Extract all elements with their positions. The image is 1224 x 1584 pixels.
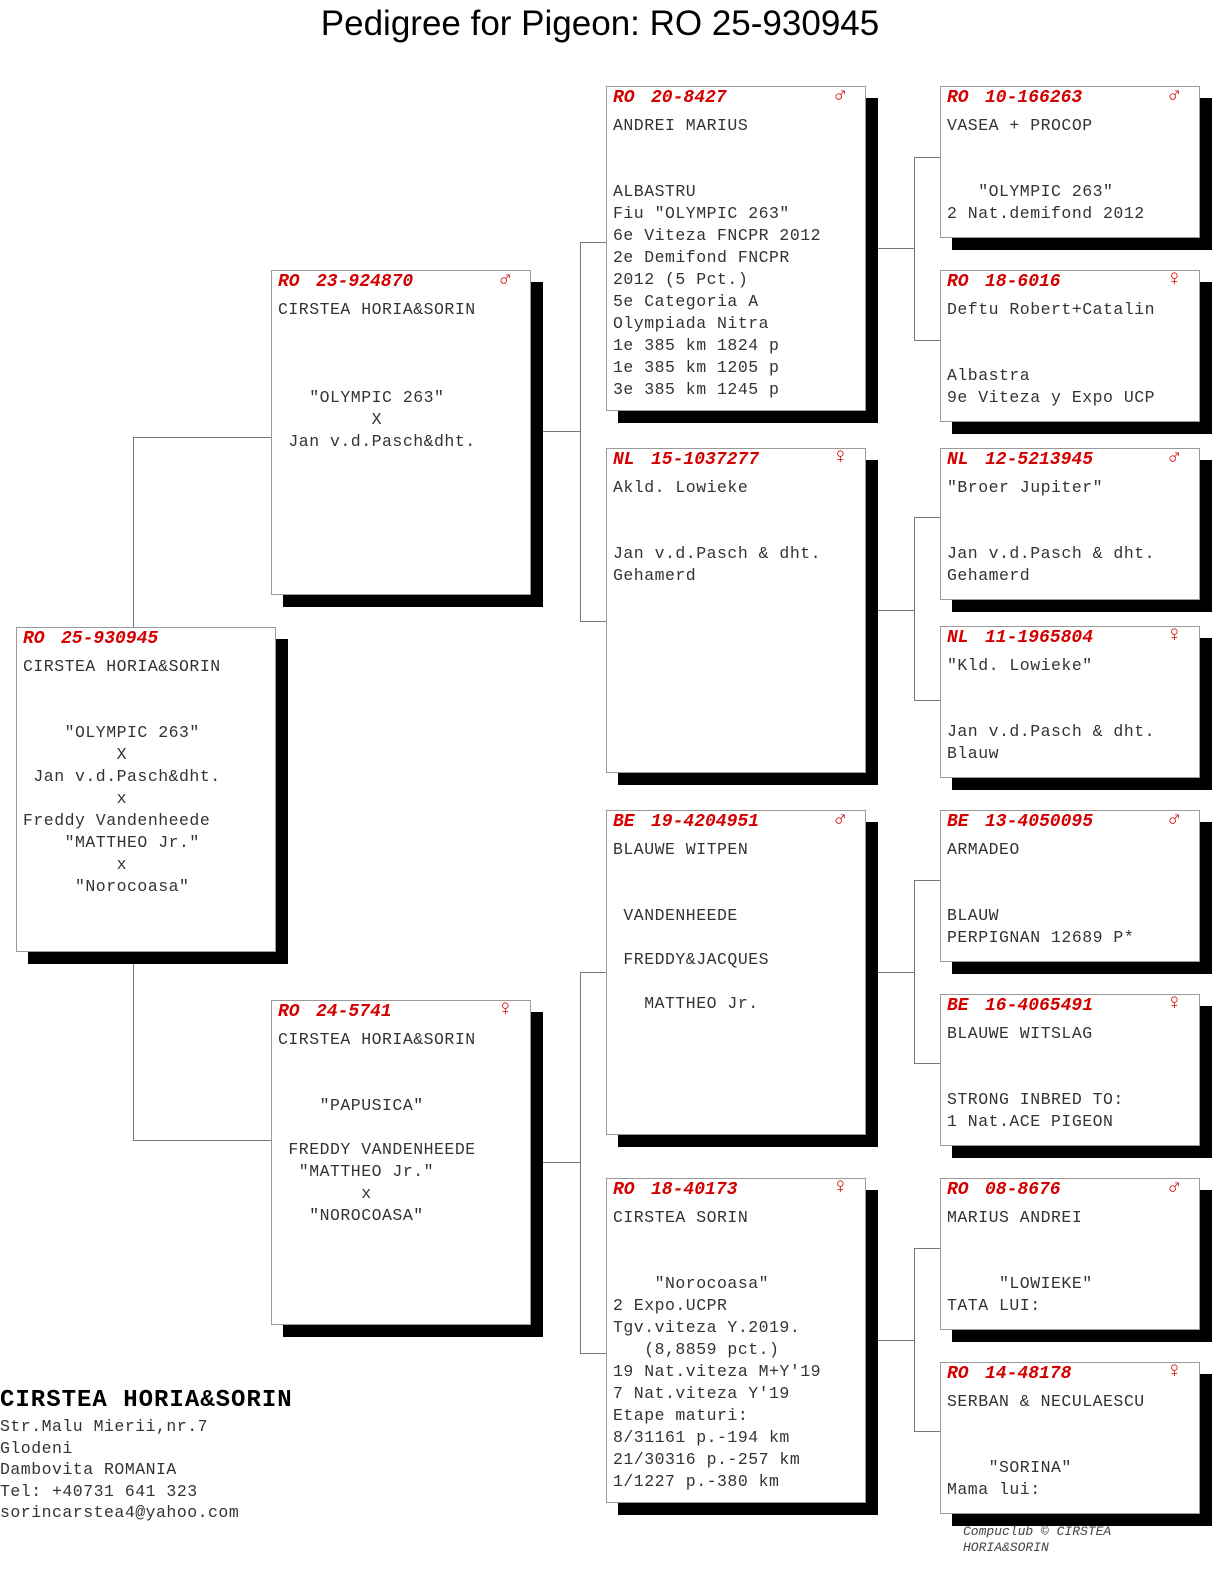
connector xyxy=(580,242,581,621)
breeder-address xyxy=(0,1386,293,1524)
connector xyxy=(133,952,134,1140)
female-icon: ♀ xyxy=(833,445,847,470)
owner-name: "Broer Jupiter" xyxy=(947,478,1104,497)
country-code: RO xyxy=(613,88,635,108)
ring-number: 19-4204951 xyxy=(651,812,760,832)
breeder-email[interactable]: sorincarstea4@yahoo.com xyxy=(0,1503,240,1523)
country-code: RO xyxy=(23,629,45,649)
ring-number: 16-4065491 xyxy=(985,996,1094,1016)
owner-name: Akld. Lowieke xyxy=(613,478,749,497)
country-code: BE xyxy=(947,812,969,832)
connector xyxy=(914,1248,940,1249)
pigeon-info: Albastra 9e Viteza y Expo UCP xyxy=(947,366,1156,407)
country-code: RO xyxy=(947,1364,969,1384)
pigeon-info: ALBASTRU Fiu "OLYMPIC 263" 6e Viteza FNCPR 2012 2e Demifond FNCPR 2012 (5 Pct.) 5e Categoria A Olympiada Nitra 1e 385 km 1824 p 1e 385 km 1205 p 3e 385 km 1245 p xyxy=(613,182,822,399)
breeder-region: Dambovita ROMANIA xyxy=(0,1460,177,1480)
male-icon: ♂ xyxy=(833,807,847,832)
connector xyxy=(543,1162,580,1163)
breeder-town: Glodeni xyxy=(0,1438,73,1458)
female-icon: ♀ xyxy=(1167,991,1181,1016)
pigeon-info: "OLYMPIC 263" X Jan v.d.Pasch&dht. xyxy=(288,388,476,451)
page-title: Pedigree for Pigeon: RO 25-930945 xyxy=(320,4,880,43)
connector xyxy=(580,242,606,243)
owner-name: MARIUS ANDREI xyxy=(947,1208,1083,1227)
pigeon-info: STRONG INBRED TO: 1 Nat.ACE PIGEON xyxy=(947,1090,1124,1131)
connector xyxy=(133,437,134,627)
owner-name: "Kld. Lowieke" xyxy=(947,656,1093,675)
male-icon: ♂ xyxy=(1167,83,1181,108)
pigeon-info: "Norocoasa" 2 Expo.UCPR Tgv.viteza Y.2019. (8,8859 pct.) 19 Nat.viteza M+Y'19 7 Nat.viteza Y'19 Etape maturi: 8/31161 p.-194 km 21/30316 p.-257 km 1/1227 p.-380 km xyxy=(613,1274,822,1491)
male-icon: ♂ xyxy=(498,267,512,292)
connector xyxy=(580,621,606,622)
pigeon-card-sire-sire[interactable] xyxy=(606,83,866,411)
owner-name: BLAUWE WITPEN xyxy=(613,840,749,859)
ring-number: 08-8676 xyxy=(985,1180,1061,1200)
footer-line: Compuclub © CIRSTEA xyxy=(963,1524,1112,1539)
pigeon-info: "PAPUSICA" FREDDY VANDENHEEDE "MATTHEO Jr." x "NOROCOASA" xyxy=(288,1096,476,1225)
pigeon-info: "LOWIEKE" TATA LUI: xyxy=(947,1274,1093,1315)
pigeon-card-ssd[interactable] xyxy=(940,267,1200,422)
owner-name: BLAUWE WITSLAG xyxy=(947,1024,1093,1043)
owner-name: CIRSTEA SORIN xyxy=(613,1208,749,1227)
connector xyxy=(133,437,271,438)
pigeon-card-sire-dam[interactable] xyxy=(606,445,866,773)
footer-line: HORIA&SORIN xyxy=(963,1540,1049,1555)
connector xyxy=(914,1431,940,1432)
pigeon-info: BLAUW PERPIGNAN 12689 P* xyxy=(947,906,1135,947)
ring-number: 18-6016 xyxy=(985,272,1061,292)
country-code: NL xyxy=(947,628,969,648)
pigeon-card-self[interactable] xyxy=(16,627,276,952)
connector xyxy=(914,880,915,1063)
connector xyxy=(580,972,581,1353)
female-icon: ♀ xyxy=(1167,267,1181,292)
country-code: RO xyxy=(278,272,300,292)
pigeon-info: VANDENHEEDE FREDDY&JACQUES MATTHEO Jr. xyxy=(623,906,770,1013)
breeder-phone: Tel: +40731 641 323 xyxy=(0,1481,198,1501)
ring-number: 20-8427 xyxy=(651,88,727,108)
country-code: NL xyxy=(613,450,635,470)
owner-name: ARMADEO xyxy=(947,840,1020,859)
pigeon-card-dam-dam[interactable] xyxy=(606,1175,866,1503)
female-icon: ♀ xyxy=(498,997,512,1022)
connector xyxy=(877,1340,914,1341)
connector xyxy=(914,880,940,881)
connector xyxy=(877,248,914,249)
connector xyxy=(877,610,914,611)
female-icon: ♀ xyxy=(1167,1359,1181,1384)
pigeon-card-dam[interactable] xyxy=(271,997,531,1325)
ring-number: 13-4050095 xyxy=(985,812,1094,832)
owner-name: SERBAN & NECULAESCU xyxy=(947,1392,1145,1411)
country-code: RO xyxy=(947,88,969,108)
owner-name: VASEA + PROCOP xyxy=(947,116,1093,135)
connector xyxy=(914,1248,915,1431)
pigeon-card-dam-sire[interactable] xyxy=(606,807,866,1135)
country-code: BE xyxy=(947,996,969,1016)
connector xyxy=(914,517,940,518)
male-icon: ♂ xyxy=(833,83,847,108)
pigeon-info: Jan v.d.Pasch & dht. Gehamerd xyxy=(947,544,1156,585)
owner-name: CIRSTEA HORIA&SORIN xyxy=(278,300,476,319)
female-icon: ♀ xyxy=(1167,623,1181,648)
pigeon-info: "SORINA" Mama lui: xyxy=(947,1458,1072,1499)
connector xyxy=(914,517,915,700)
pigeon-card-sire[interactable] xyxy=(271,267,531,595)
owner-name: ANDREI MARIUS xyxy=(613,116,749,135)
pigeon-card-dds[interactable] xyxy=(940,1175,1200,1330)
ring-number: 23-924870 xyxy=(316,272,414,292)
pigeon-info: "OLYMPIC 263" X Jan v.d.Pasch&dht. x Freddy Vandenheede "MATTHEO Jr." x "Norocoasa" xyxy=(23,723,221,896)
country-code: RO xyxy=(947,1180,969,1200)
connector xyxy=(580,1353,606,1354)
pigeon-card-sss[interactable] xyxy=(940,83,1200,238)
ring-number: 25-930945 xyxy=(61,629,159,649)
pigeon-card-ddd[interactable] xyxy=(940,1359,1200,1514)
ring-number: 10-166263 xyxy=(985,88,1083,108)
pigeon-card-dsd[interactable] xyxy=(940,991,1200,1146)
ring-number: 18-40173 xyxy=(651,1180,738,1200)
connector xyxy=(580,972,606,973)
connector xyxy=(543,431,580,432)
owner-name: CIRSTEA HORIA&SORIN xyxy=(278,1030,476,1049)
connector xyxy=(133,1140,271,1141)
connector xyxy=(877,972,914,973)
country-code: RO xyxy=(613,1180,635,1200)
pigeon-card-sdd[interactable] xyxy=(940,623,1200,778)
connector xyxy=(914,340,940,341)
owner-name: Deftu Robert+Catalin xyxy=(947,300,1156,319)
country-code: RO xyxy=(947,272,969,292)
owner-name: CIRSTEA HORIA&SORIN xyxy=(23,657,221,676)
female-icon: ♀ xyxy=(833,1175,847,1200)
ring-number: 11-1965804 xyxy=(985,628,1094,648)
male-icon: ♂ xyxy=(1167,1175,1181,1200)
ring-number: 15-1037277 xyxy=(651,450,760,470)
connector xyxy=(914,1063,940,1064)
ring-number: 24-5741 xyxy=(316,1002,392,1022)
ring-number: 14-48178 xyxy=(985,1364,1072,1384)
pigeon-card-sds[interactable] xyxy=(940,445,1200,600)
male-icon: ♂ xyxy=(1167,807,1181,832)
country-code: NL xyxy=(947,450,969,470)
ring-number: 12-5213945 xyxy=(985,450,1094,470)
breeder-street: Str.Malu Mierii,nr.7 xyxy=(0,1417,209,1436)
pigeon-info: "OLYMPIC 263" 2 Nat.demifond 2012 xyxy=(947,182,1145,223)
pigeon-info: Jan v.d.Pasch & dht. Blauw xyxy=(947,722,1156,763)
connector xyxy=(914,700,940,701)
country-code: RO xyxy=(278,1002,300,1022)
copyright-footer xyxy=(963,1524,1111,1556)
connector xyxy=(914,157,940,158)
pigeon-card-dss[interactable] xyxy=(940,807,1200,962)
male-icon: ♂ xyxy=(1167,445,1181,470)
country-code: BE xyxy=(613,812,635,832)
pigeon-info: Jan v.d.Pasch & dht. Gehamerd xyxy=(613,544,822,585)
breeder-name: CIRSTEA HORIA&SORIN xyxy=(0,1387,293,1414)
connector xyxy=(914,157,915,340)
